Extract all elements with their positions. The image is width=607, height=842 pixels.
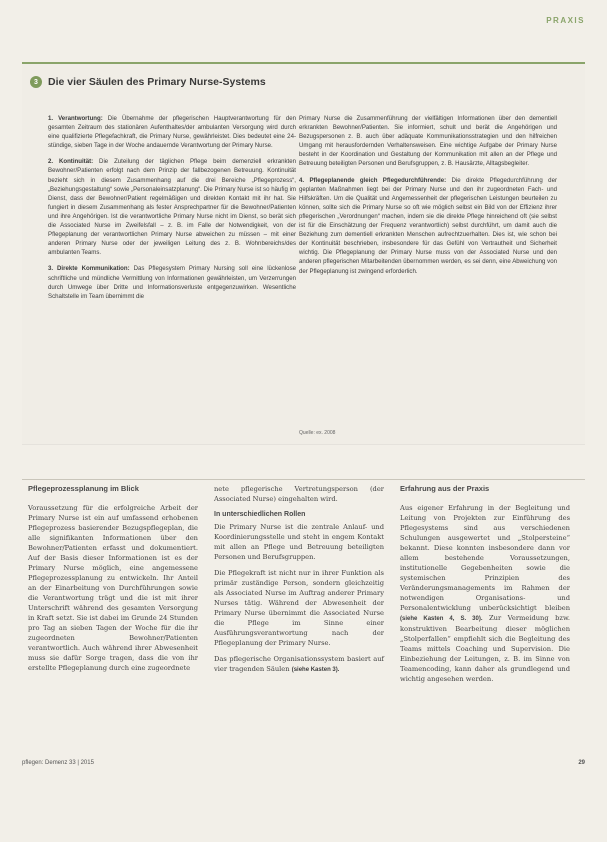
paragraph-text: Die Zuteilung der täglichen Pflege beim demenziell erkrankten Bewohner/Patienten erfolgt nach dem Prinzip der fallbezogenen Betreuung. Kontinuität bezieht sich in diesem Zusammenhang auf die drei Bereiche „Pflegeprozess“, „Beziehungsgestaltung“ sowie „Personaleinsatzplanung“. Die Primary Nurse ist so häufig im Dienst, dass der Bewohner/Patient regelmäßigen und direkten Kontakt mit ihr hat. Sie fungiert in diesem Zusammenhang als fester Ansprechpartner für die Bewohner/Patienten und ihre Angehörigen. Ist die verantwortliche Primary Nurse nicht im Dienst, so berät sich die Associated Nurse im Zweifelsfall – z. B. im Falle der Notwendigkeit, von der Pflegeplanung der verantwortlichen Primary Nurse abweichen zu müssen – mit einer anderen Primary Nurse oder der jeweiligen Leitung des z. B. Wohnbereichs/des ambulanten Teams. bbox=[48, 158, 297, 257]
column-paragraph: nete pflegerische Vertretungsperson (der Associated Nurse) eingehalten wird. bbox=[214, 485, 384, 503]
paragraph-heading: 2. Kontinuität: bbox=[48, 158, 94, 166]
paragraph-heading: 3. Direkte Kommunikation: bbox=[48, 265, 130, 273]
column-3 bbox=[400, 484, 570, 690]
box-reference: (siehe Kasten 3). bbox=[291, 667, 340, 673]
divider bbox=[22, 479, 585, 480]
column-paragraph: Die Pflegekraft ist nicht nur in ihrer Funktion als primär zuständige Person, sondern gleichzeitig als Associated Nurse im Auftrag anderer Primary Nurses tätig. Während der Abwesenheit der Primary Nurse übernimmt die Associated Nurse die Pflege im Sinne einer Ausführungsverantwortung nach der Pflegeplanung der Primary Nurse. bbox=[214, 569, 384, 647]
column-1 bbox=[28, 484, 198, 679]
column-paragraph: Die Primary Nurse ist die zentrale Anlauf- und Koordinierungsstelle und steht in engem Kontakt mit allen an Pflege und Betreuung beteiligten Personen und Berufsgruppen. bbox=[214, 523, 384, 561]
box-number-badge: 3 bbox=[30, 76, 42, 88]
column-subheading: In unterschiedlichen Rollen bbox=[214, 511, 306, 518]
box-paragraph-4 bbox=[299, 114, 557, 169]
footer-publication: pflegen: Demenz 33 | 2015 bbox=[22, 760, 94, 766]
paragraph-text: Die direkte Pflegedurchführung der geplanten Maßnahmen liegt bei der Primary Nurse und den ihr zugeordneten Fach- und Hilfskräften. Um die Qualität und Angemessenheit der pflegerischen Leistungen beurteilen zu können, sollte sich die Primary Nurse so oft wie möglich selbst ein Bild von der Effizienz ihrer pflegerischen „Verordnungen“ machen, indem sie die direkte Pflege hinreichend oft (sie selbst ist für die Einschätzung der Frequenz verantwortlich) selbst durchführt, um damit auch die Beziehung zum dementiell erkrankten Menschen aufrechtzuerhalten. Dies ist, wie schon bei der Kontinuität beschrieben, insbesondere für das Gefühl von Vertrautheit und Sicherheit wichtig. Die Pflegeplanung der Primary Nurse muss von der Associated Nurse und den anderen pflegerischen Mitarbeitenden übernommen werden, es sei denn, eine Abweichung von der Pflegeplanung ist zwingend erforderlich. bbox=[299, 176, 557, 275]
column-paragraph: Voraussetzung für die erfolgreiche Arbeit der Primary Nurse ist ein auf umfassend erhobenen Pflegeprozess basierender Bezugspflegeplan, die alle signifikanten Informationen über den Bewohner/Patienten erfasst und dokumentiert. Auf der Basis dieser Informationen ist es der Primary Nurse möglich, eine angemessene Pflegeprozessplanung zu entwickeln. Ihr Anteil an der Einarbeitung von Durchführungen sowie die Verantwortung trägt und die ist mit ihrer Unterschrift während des gesamten Versorgung in Kraft setzt. Sie ist dabei im Grunde 24 Stunden pro Tag an sieben Tagen der Woche für die ihr zugeordneten Bewohner/Patienten verantwortlich. Auch während ihrer Abwesenheit muss sie dafür Sorge tragen, dass die von ihr erstellte Pflegeplanung durch eine zugeordnete bbox=[28, 504, 198, 672]
paragraph-heading: 1. Verantwortung: bbox=[48, 115, 103, 122]
paragraph-text: Die Übernahme der pflegerischen Hauptverantwortung für den gesamten Zeitraum des stationären Aufenthaltes/der ambulanten Versorgung wird durch eine qualifizierte Pflegefachkraft, die Primary Nurse, gewährleistet. Dies bedeutet eine 24-stündige, sieben Tage in der Woche andauernde Verantwortung der Primary Nurse. bbox=[48, 115, 297, 150]
box-right-column bbox=[299, 114, 557, 283]
box-paragraph-3 bbox=[48, 264, 296, 300]
column-2 bbox=[214, 484, 384, 681]
paragraph-text: Das Pflegesystem Primary Nursing soll eine lückenlose schriftliche und mündliche Vermittlung von Informationen gewährleisten, um Verzerrungen durch Umwege über Dritte und Informationsverluste entgegenzuwirken. Wesentliche Schaltstelle im Team übernimmt die bbox=[48, 265, 297, 300]
box-source-note: Quelle: ex. 2008 bbox=[299, 430, 336, 436]
box-paragraph-5 bbox=[299, 176, 557, 276]
paragraph-heading: 4. Pflegeplanende gleich Pflegedurchführende: bbox=[299, 176, 447, 184]
paragraph-text: Das pflegerische Organisationssystem basiert auf vier tragenden Säulen bbox=[214, 655, 384, 673]
box-title: Die vier Säulen des Primary Nurse-Systems bbox=[48, 76, 266, 88]
column-heading: Pflegeprozessplanung im Blick bbox=[28, 484, 139, 493]
column-paragraph bbox=[214, 654, 384, 675]
column-heading: Erfahrung aus der Praxis bbox=[400, 484, 490, 493]
box-paragraph-1 bbox=[48, 114, 296, 150]
section-label: PRAXIS bbox=[546, 16, 585, 25]
box-header bbox=[30, 76, 266, 88]
paragraph-text: Aus eigener Erfahrung in der Begleitung und Leitung von Projekten zur Einführung des Pflegesystems sind aus verschiedenen Schulungen ausgewertet und „Stolpersteine“ bekannt. Diese konnten insbesondere dann vor allem bestehende Voraussetzungen, institutionelle Gegebenheiten sowie die systemischen Prinzipien des Veränderungsmanagements im Rahmen der notwendigen Organisations- und Personalentwicklung unberücksichtigt bleiben bbox=[400, 504, 570, 612]
paragraph-text: Zur Vermeidung bzw. konstruktiven Bearbeitung dieser möglichen „Stolperfallen“ empfiehlt sich die Begleitung des Teams mittels Coaching und Supervision. Die Einbeziehung der Leitungen, z. B. im Sinne von Teamencoding, kann daher als grundlegend und wichtig angesehen werden. bbox=[400, 614, 570, 683]
box-reference: (siehe Kasten 4, S. 30). bbox=[400, 616, 483, 622]
box-paragraph-2 bbox=[48, 157, 296, 257]
paragraph-text: Primary Nurse die Zusammenführung der vielfältigen Informationen über den dementiell erkrankten Bewohner/Patienten. Sie informiert, schult und berät die Angehörigen und Bezugspersonen z. B. auch über adäquate Kommunikationsstrategien und den hilfreichen Umgang mit herausfordernden Verhaltensweisen. Eine wichtige Aufgabe der Primary Nurse besteht in der Koordination und Gestaltung der Kommunikation mit allen an der Pflege und Betreuung beteiligten Personen und Berufsgruppen, z. B. Hausärzte, Alltagsbegleiter. bbox=[299, 115, 557, 168]
page-number: 29 bbox=[578, 760, 585, 766]
column-paragraph bbox=[400, 503, 570, 684]
box-left-column bbox=[48, 114, 296, 308]
info-box bbox=[22, 62, 585, 444]
